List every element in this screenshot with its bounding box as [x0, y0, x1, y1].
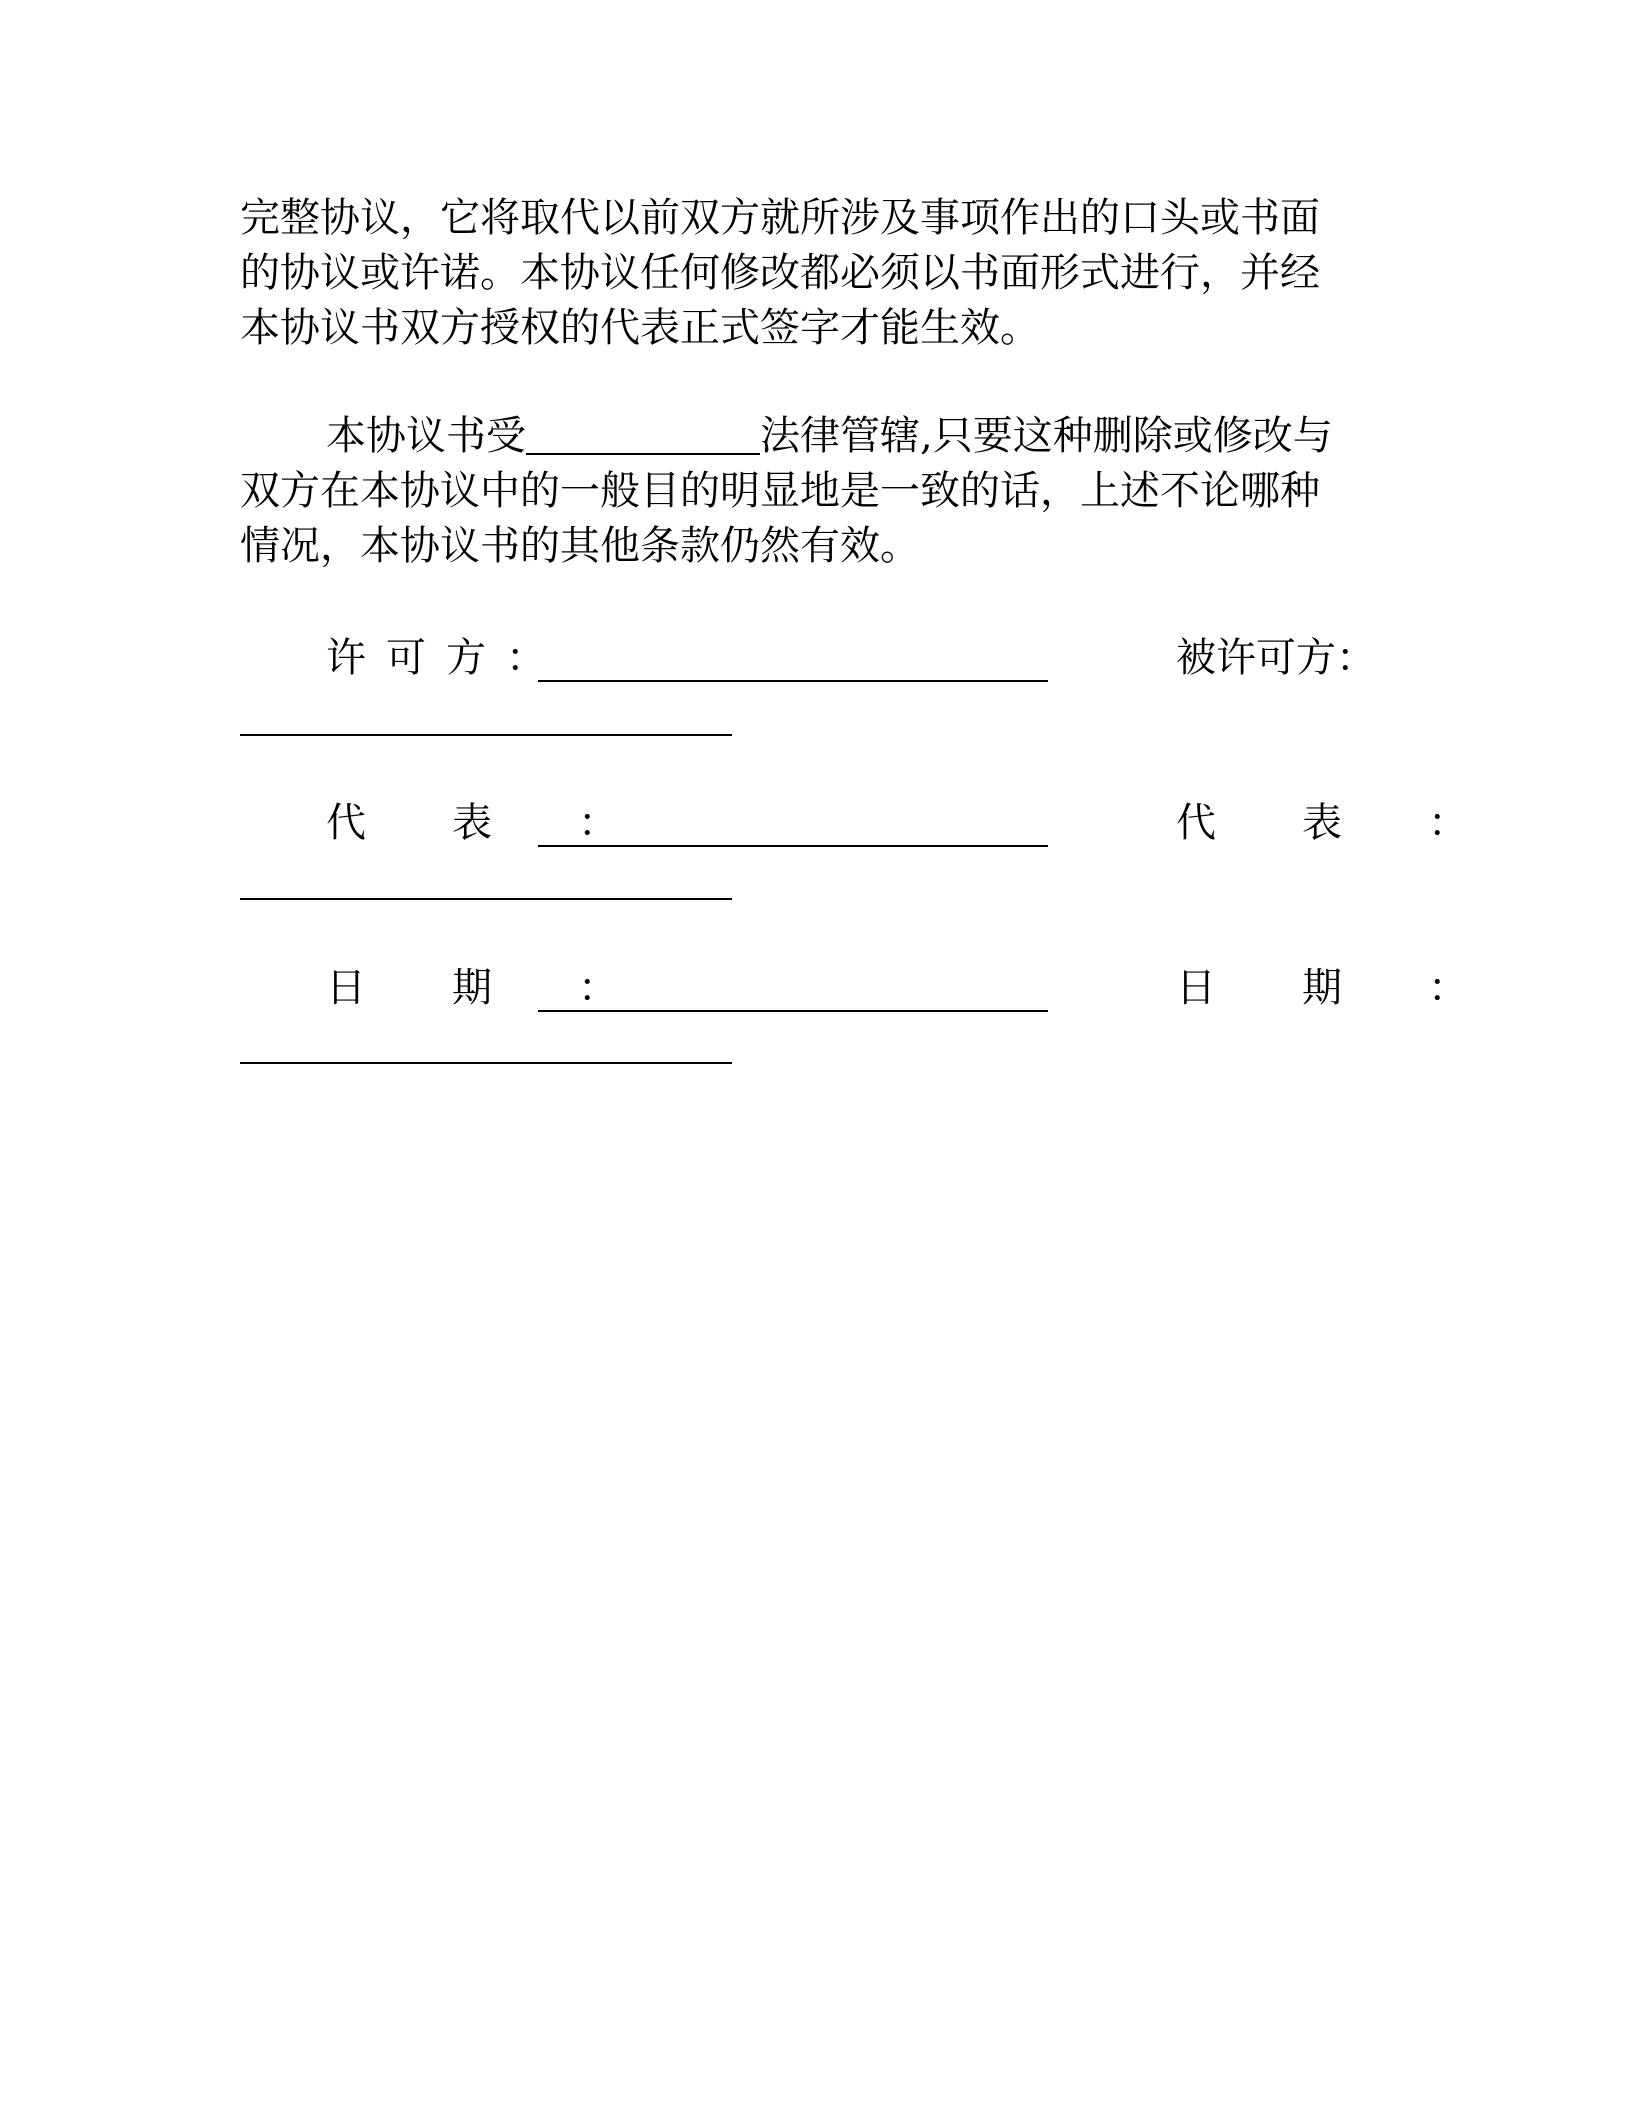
- licensor-signature-line[interactable]: [538, 680, 1048, 682]
- licensee-signature-line[interactable]: [240, 734, 732, 736]
- paragraph2-line3: 情况，本协议书的其他条款仍然有效。: [240, 523, 920, 569]
- licensee-date-line[interactable]: [240, 1062, 732, 1064]
- licensee-representative-label: 代表：: [1176, 800, 1554, 846]
- licensor-date-line[interactable]: [538, 1010, 1048, 1012]
- licensor-representative-label: 代表：: [326, 800, 704, 846]
- licensor-date-label: 日期：: [326, 965, 704, 1011]
- governing-law-blank[interactable]: [526, 413, 760, 455]
- paragraph1-line2: 的协议或许诺。本协议任何修改都必须以书面形式进行，并经: [240, 250, 1320, 296]
- licensee-date-label: 日期：: [1176, 965, 1554, 1011]
- paragraph2-line2: 双方在本协议中的一般目的明显地是一致的话，上述不论哪种: [240, 468, 1320, 514]
- paragraph2-line1-after: 法律管辖,只要这种删除或修改与: [760, 413, 1333, 459]
- licensor-representative-line[interactable]: [538, 845, 1048, 847]
- licensor-label: 许可方：: [326, 635, 566, 681]
- licensee-representative-line[interactable]: [240, 898, 732, 900]
- paragraph2-line1-before: 本协议书受: [326, 413, 526, 459]
- paragraph2-line1: [326, 408, 1333, 464]
- licensee-label: 被许可方：: [1176, 635, 1376, 681]
- paragraph1-line1: 完整协议，它将取代以前双方就所涉及事项作出的口头或书面: [240, 195, 1320, 241]
- paragraph1-line3: 本协议书双方授权的代表正式签字才能生效。: [240, 305, 1040, 351]
